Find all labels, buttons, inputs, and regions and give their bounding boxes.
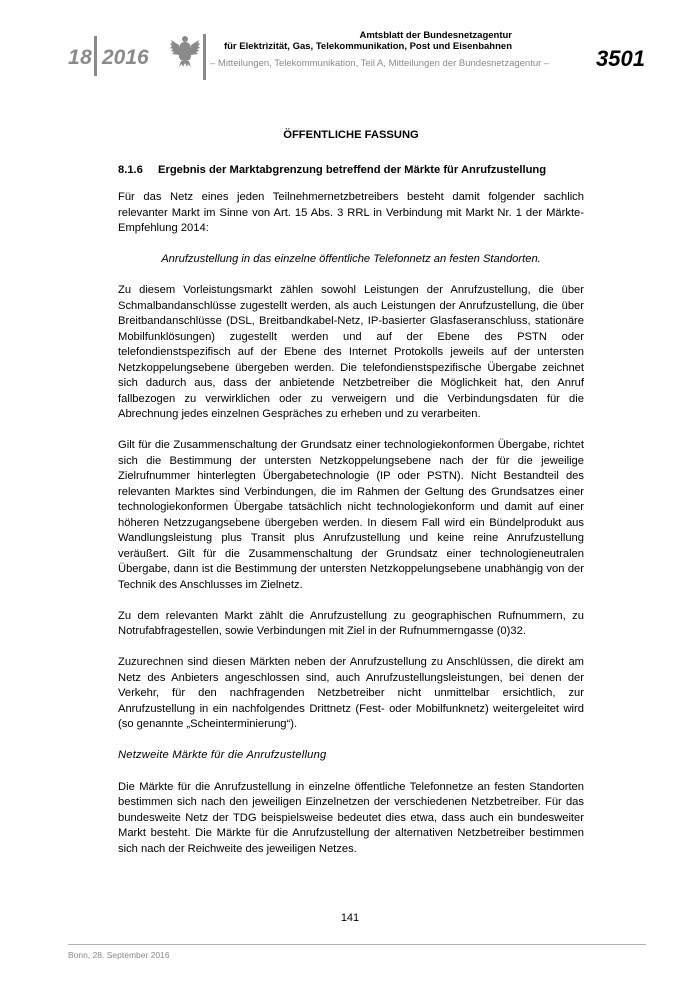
section-heading	[118, 163, 584, 179]
footer-place-date: Bonn, 28. September 2016	[68, 950, 170, 960]
document-body	[118, 128, 584, 873]
paragraph-1: Zu diesem Vorleistungsmarkt zählen sowohl Leistungen der Anrufzustellung, die über Schmalbandanschlüsse zugestellt werden, als auch Leistungen der Anrufzustellung, die über Breitbandanschlüsse (DSL, Breitbandkabel-Netz, IP-basierter Glasfaseranschluss, stationäre Mobilfunklösungen) zugestellt werden und auf der Ebene des PSTN oder telefondienstspezifisch auf der Ebene des Internet Protokolls jeweils auf der untersten Netzkoppelungsebene übergeben werden. Die telefondienstspezifische Übergabe zeichnet sich dadurch aus, dass der anbietende Netzbetreiber die Möglichkeit hat, den Anruf fallbezogen zu verwirklichen oder zu verweigern und die Verbindungsdaten für die Abrechnung jedes einzelnen Gespräches zu erheben und zu verarbeiten.	[118, 284, 584, 420]
paragraph-4: Zuzurechnen sind diesen Märkten neben der Anrufzustellung zu Anschlüssen, die direkt am Netz des Anbieters angeschlossen sind, auch Anrufzustellungsleistungen, bei denen der Verkehr, für den nachfragenden Netzbetreiber nicht unmittelbar ersichtlich, zur Anrufzustellung in ein nachfolgendes Drittnetz (Fest- oder Mobilfunknetz) weitergeleitet wird (so genannte „Scheinterminierung“).	[118, 656, 584, 730]
page-code: 3501	[596, 46, 645, 71]
document-heading: ÖFFENTLICHE FASSUNG	[283, 129, 419, 141]
paragraph-3: Zu dem relevanten Markt zählt die Anrufzustellung zu geographischen Rufnummern, zu Notrufabfragestellen, sowie Verbindungen mit Ziel in der Rufnummerngasse (0)32.	[118, 609, 584, 637]
issue-separator	[94, 36, 97, 76]
section-number: 8.1.6	[118, 163, 143, 176]
paragraph-5: Die Märkte für die Anrufzustellung in einzelne öffentliche Telefonnetze an festen Standorten bestimmen sich nach den jeweiligen Einzelnetzen der verschiedenen Netzbetreiber. Für das bundesweite Netz der TDG beispielsweise bedeutet dies etwa, dass auch ein bundesweiter Markt besteht. Die Märkte für die Anrufzustellung der alternativen Netzbetreiber bestimmen sich nach der Reichweite des jeweiligen Netzes.	[118, 780, 584, 855]
page-number: 141	[340, 912, 360, 924]
paragraph-2: Gilt für die Zusammenschaltung der Grundsatz einer technologiekonformen Übergabe, richtet sich die Bestimmung der untersten Netzkoppelungsebene nach der für die jeweilige Zielrufnummer hinterlegten Übergabetechnologie (IP oder PSTN). Nicht Bestandteil des relevanten Marktes sind Verbindungen, die im Rahmen der Geltung des Grundsatzes einer technologiekonformen Übergabe tatsächlich nicht technologiekonform und damit auf einer höheren Netzzugangsebene übergeben werden. In diesem Fall wird ein Bündelprodukt aus Wandlungsleistung plus Transit plus Anrufzustellung und keine reine Anrufzustellung veräußert. Gilt für die Zusammenschaltung der Grundsatz einer technologieneutralen Übergabe, dann ist die Bestimmung der untersten Netzkoppelungsebene unabhängig von der Technik des Anschlusses im Zielnetz.	[118, 439, 584, 591]
gazette-subtitle: für Elektrizität, Gas, Telekommunikation, Post und Eisenbahnen	[223, 41, 512, 52]
federal-eagle-icon	[170, 34, 200, 68]
gazette-title: Amtsblatt der Bundesnetzagentur	[359, 30, 512, 41]
issue-year: 2016	[102, 46, 149, 69]
page-header	[0, 0, 700, 90]
footer-divider	[68, 944, 646, 945]
intro-paragraph: Für das Netz eines jeden Teilnehmernetzbetreibers besteht damit folgender sachlich relevanter Markt im Sinne von Art. 15 Abs. 3 RRL in Verbindung mit Markt Nr. 1 der Märkte-Empfehlung 2014:	[118, 191, 584, 234]
market-definition: Anrufzustellung in das einzelne öffentliche Telefonnetz an festen Standorten.	[161, 253, 541, 265]
section-title: Ergebnis der Marktabgrenzung betreffend der Märkte für Anrufzustellung	[158, 163, 547, 176]
header-divider	[203, 34, 206, 80]
sub-heading: Netzweite Märkte für die Anrufzustellung	[118, 749, 327, 761]
gazette-section: – Mitteilungen, Telekommunikation, Teil A, Mitteilungen der Bundesnetzagentur –	[210, 58, 550, 69]
issue-number: 18	[68, 46, 93, 69]
